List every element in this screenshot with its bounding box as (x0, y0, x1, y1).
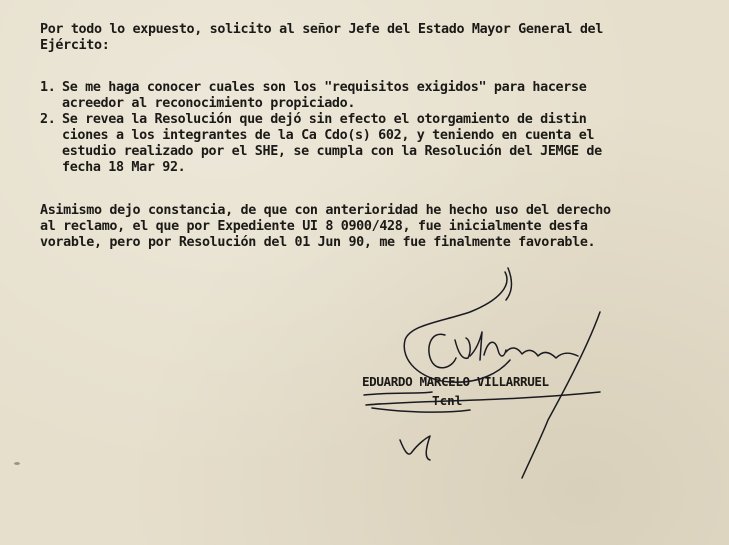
item-2-number: 2. (40, 112, 56, 127)
closing-line-3: vorable, pero por Resolución del 01 Jun 90, me fue finalmente favorable. (40, 235, 596, 250)
intro-line-2: Ejército: (40, 38, 110, 53)
signatory-rank: Tcnl (432, 393, 463, 408)
signatory-name: EDUARDO MARCELO VILLARRUEL (362, 374, 549, 389)
intro-line-1: Por todo lo expuesto, solicito al señor Jefe del Estado Mayor General del (40, 22, 603, 37)
item-1-line-2: acreedor al reconocimiento propiciado. (62, 96, 356, 111)
item-2-line-3: estudio realizado por el SHE, se cumpla con la Resolución del JEMGE de (62, 144, 602, 159)
item-1-line-1: Se me haga conocer cuales son los "requisitos exigidos" para hacerse (62, 80, 587, 95)
item-2-line-1: Se revea la Resolución que dejó sin efecto el otorgamiento de distin (62, 112, 587, 127)
ink-smudge (14, 462, 20, 465)
item-2-line-4: fecha 18 Mar 92. (62, 160, 186, 175)
closing-line-1: Asimismo dejo constancia, de que con anterioridad he hecho uso del derecho (40, 203, 611, 218)
closing-line-2: al reclamo, el que por Expediente UI 8 0900/428, fue inicialmente desfa (40, 219, 588, 234)
item-2-line-2: ciones a los integrantes de la Ca Cdo(s) 602, y teniendo en cuenta el (62, 128, 595, 143)
item-1-number: 1. (40, 80, 56, 95)
